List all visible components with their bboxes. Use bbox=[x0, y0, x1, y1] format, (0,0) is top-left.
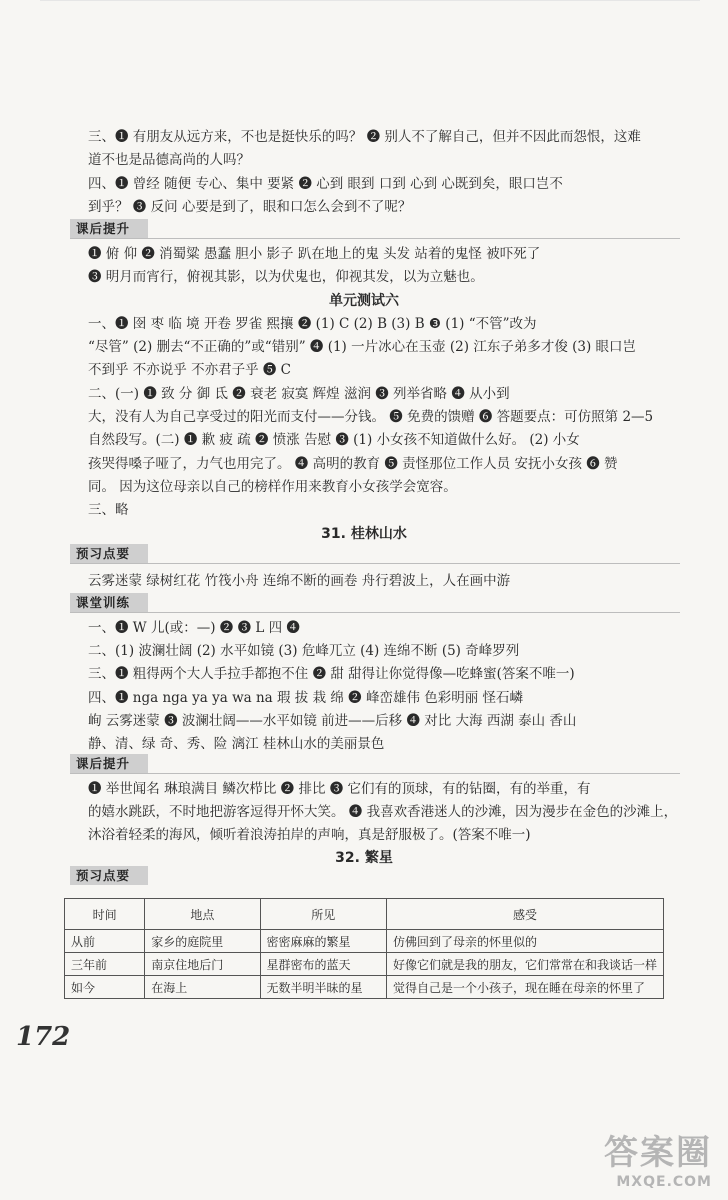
section-tag: 预习点要 bbox=[70, 866, 148, 885]
answer-line: 二、(一) ❶ 致 分 御 氐 ❷ 衰老 寂寞 辉煌 滋润 ❸ 列举省略 ❹ 从小到 bbox=[88, 386, 510, 402]
section-heading: 32. 繁星 bbox=[335, 850, 393, 866]
answer-line: 到乎？ ❸ 反问 心要是到了，眼和口怎么会到不了呢？ bbox=[88, 199, 412, 215]
table-row bbox=[65, 976, 664, 999]
table-header: 感受 bbox=[386, 899, 663, 930]
answer-line: ❶ 俯 仰 ❷ 消蜀粱 愚蠢 胆小 影子 趴在地上的鬼 头发 站着的鬼怪 被吓死了 bbox=[88, 246, 541, 262]
table-header-row bbox=[65, 899, 664, 930]
answer-line: 一、❶ W 儿(或：—) ❷ ❸ L 四 ❹ bbox=[88, 620, 300, 636]
watermark-url: MXQE.COM bbox=[616, 1174, 712, 1190]
answer-line: 静、清、绿 奇、秀、险 漓江 桂林山水的美丽景色 bbox=[88, 736, 385, 752]
top-divider bbox=[40, 0, 700, 1]
answer-line: 同。 因为这位母亲以自己的榜样作用来教育小女孩学会宽容。 bbox=[88, 479, 457, 495]
table-header: 地点 bbox=[145, 899, 260, 930]
answer-line: “尽管” (2) 删去“不正确的”或“错别” ❹ (1) 一片冰心在玉壶 (2) 江东子弟多才俊 (3) 眼口岂 bbox=[88, 339, 637, 355]
answer-line: 二、(1) 波澜壮阔 (2) 水平如镜 (3) 危峰兀立 (4) 连绵不断 (5) 奇峰罗列 bbox=[88, 643, 520, 659]
table-cell: 在海上 bbox=[145, 976, 260, 999]
table-cell: 从前 bbox=[65, 930, 145, 953]
answer-line: 一、❶ 囹 枣 临 境 开卷 罗雀 熙攘 ❷ (1) C (2) B (3) B ❸ (1) “不管”改为 bbox=[88, 316, 537, 332]
section-tag: 课后提升 bbox=[70, 219, 148, 238]
table-cell: 觉得自己是一个小孩子，现在睡在母亲的怀里了 bbox=[386, 976, 663, 999]
answer-line: 道不也是品德高尚的人吗？ bbox=[88, 152, 250, 168]
table-row bbox=[65, 953, 664, 976]
table-cell: 星群密布的蓝天 bbox=[260, 953, 386, 976]
answer-line: 峋 云雾迷蒙 ❸ 波澜壮阔——水平如镜 前进——后移 ❹ 对比 大海 西湖 泰山 香山 bbox=[88, 713, 577, 729]
table-cell: 好像它们就是我的朋友，它们常常在和我谈话一样 bbox=[386, 953, 663, 976]
page-number: 172 bbox=[16, 1022, 71, 1052]
table-cell: 无数半明半昧的星 bbox=[260, 976, 386, 999]
answer-line: 的嬉水跳跃，不时地把游客逗得开怀大笑。 ❹ 我喜欢香港迷人的沙滩，因为漫步在金色的沙滩上， bbox=[88, 804, 678, 820]
table-header: 所见 bbox=[260, 899, 386, 930]
table-cell: 家乡的庭院里 bbox=[145, 930, 260, 953]
tag-rule bbox=[70, 612, 680, 613]
table-cell: 仿佛回到了母亲的怀里似的 bbox=[386, 930, 663, 953]
stars-table bbox=[64, 898, 664, 999]
answer-line: 三、略 bbox=[88, 502, 129, 518]
section-heading: 31. 桂林山水 bbox=[321, 526, 407, 542]
section-heading: 单元测试六 bbox=[329, 293, 399, 309]
tag-rule bbox=[70, 238, 680, 239]
answer-line: ❶ 举世闻名 琳琅满目 鳞次栉比 ❷ 排比 ❸ 它们有的顶球，有的钻圈，有的举重，有 bbox=[88, 781, 591, 797]
answer-line: 不到乎 不亦说乎 不亦君子乎 ❺ C bbox=[88, 362, 291, 378]
answer-line: 自然段写。(二) ❶ 歉 疲 疏 ❷ 愤涨 告慰 ❸ (1) 小女孩不知道做什么好。 (2) 小女 bbox=[88, 432, 580, 448]
answer-line: 四、❶ nga nga ya ya wa na 瑕 拔 栽 绵 ❷ 峰峦雄伟 色彩明丽 怪石嶙 bbox=[88, 690, 524, 706]
answer-line: 沐浴着轻柔的海风，倾听着浪涛拍岸的声响，真是舒服极了。(答案不唯一) bbox=[88, 827, 531, 843]
answer-line: 四、❶ 曾经 随便 专心、集中 要紧 ❷ 心到 眼到 口到 心到 心既到矣，眼口岂不 bbox=[88, 176, 563, 192]
table-header: 时间 bbox=[65, 899, 145, 930]
answer-line: 三、❶ 粗得两个大人手拉手都抱不住 ❷ 甜 甜得让你觉得像—吃蜂蜜(答案不唯一) bbox=[88, 666, 575, 682]
tag-rule bbox=[70, 773, 680, 774]
table-row bbox=[65, 930, 664, 953]
answer-line: 云雾迷蒙 绿树红花 竹筏小舟 连绵不断的画卷 舟行碧波上，人在画中游 bbox=[88, 573, 511, 589]
tag-rule bbox=[70, 563, 680, 564]
table-cell: 如今 bbox=[65, 976, 145, 999]
section-tag: 课后提升 bbox=[70, 754, 148, 773]
section-tag: 课堂训练 bbox=[70, 593, 148, 612]
table-cell: 三年前 bbox=[65, 953, 145, 976]
table-cell: 密密麻麻的繁星 bbox=[260, 930, 386, 953]
answer-line: 孩哭得嗓子哑了，力气也用完了。 ❹ 高明的教育 ❺ 责怪那位工作人员 安抚小女孩 ❻ 赞 bbox=[88, 456, 618, 472]
watermark-logo: 答案圈 bbox=[604, 1133, 712, 1173]
watermark bbox=[604, 1125, 712, 1190]
section-tag: 预习点要 bbox=[70, 544, 148, 563]
answer-line: 大，没有人为自己享受过的阳光而支付——分钱。 ❺ 免费的馈赠 ❻ 答题要点：可仿照第 2—5 bbox=[88, 409, 654, 425]
table-cell: 南京住地后门 bbox=[145, 953, 260, 976]
answer-line: 三、❶ 有朋友从远方来，不也是挺快乐的吗？ ❷ 别人不了解自己，但并不因此而怨恨，这难 bbox=[88, 129, 641, 145]
answer-line: ❸ 明月而宵行，俯视其影，以为伏鬼也，仰视其发，以为立魅也。 bbox=[88, 269, 484, 285]
